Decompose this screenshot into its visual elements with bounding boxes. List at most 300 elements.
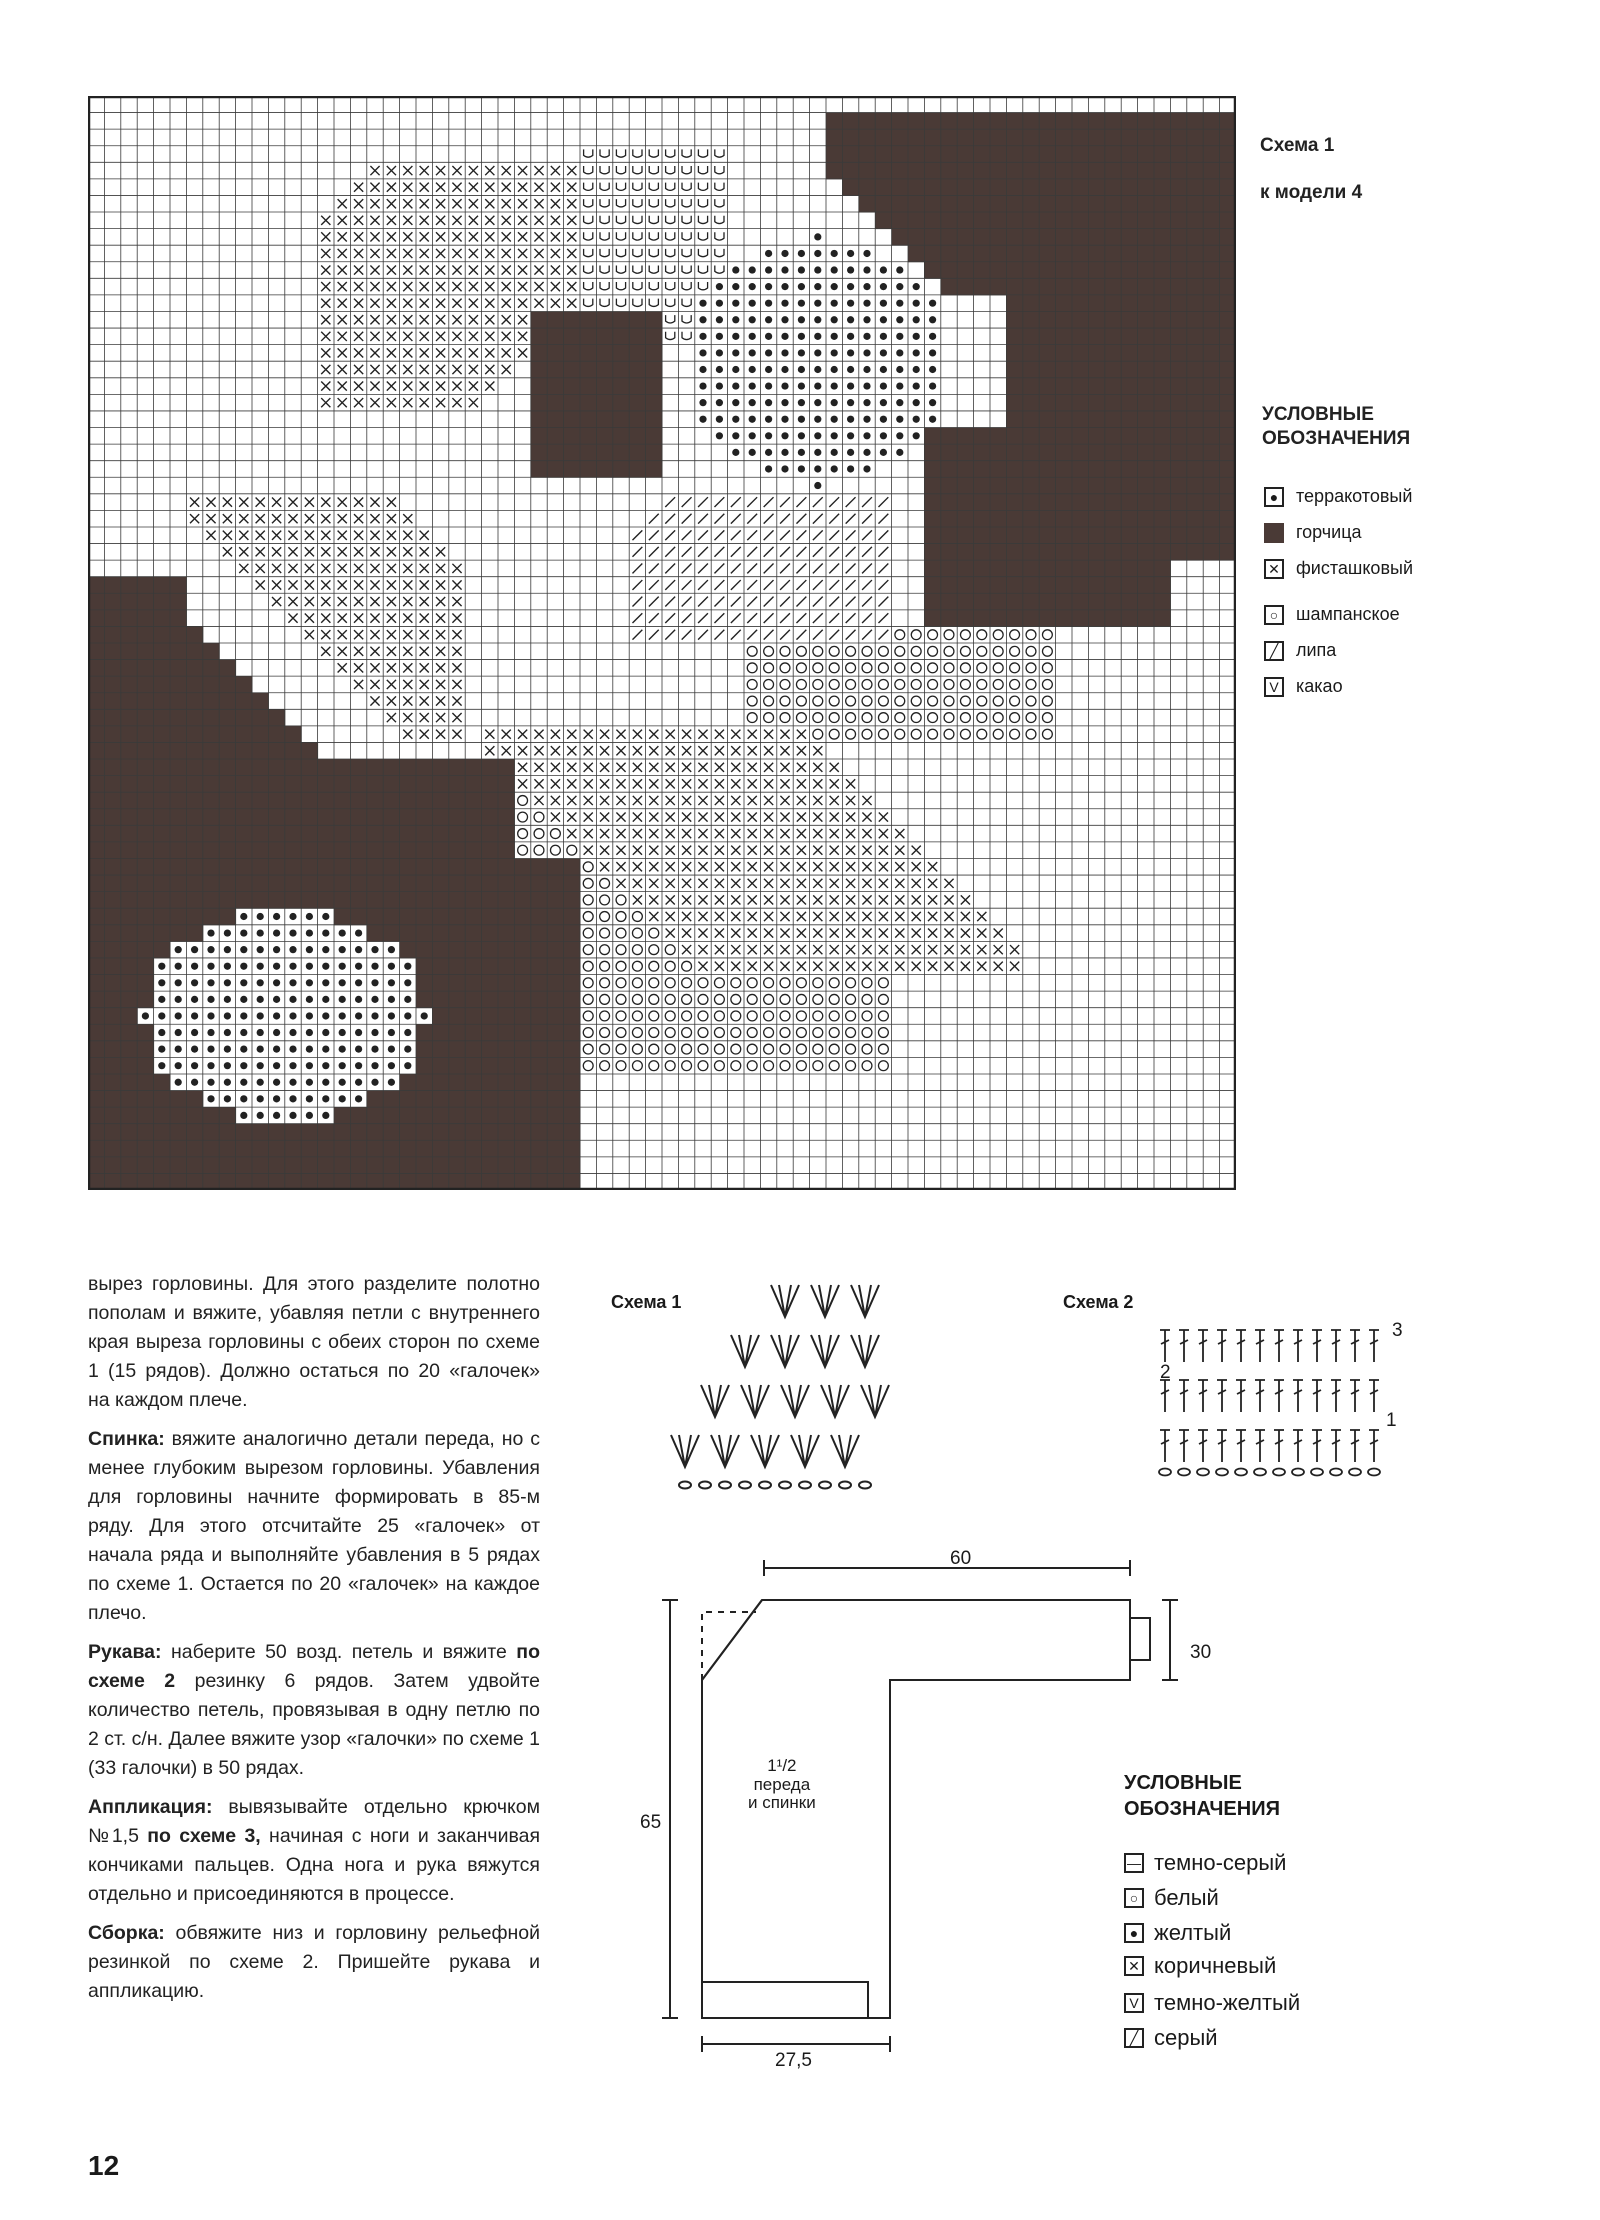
chart-cell-fill <box>186 709 203 726</box>
chart-cell-v <box>666 265 675 273</box>
chart-cell-fill <box>1006 610 1023 627</box>
paragraph-applique <box>88 1793 540 1909</box>
chart-cell-slash <box>764 597 774 607</box>
chart-cell-o <box>944 729 954 739</box>
chart-cell-dot <box>716 432 723 439</box>
chart-cell-x <box>600 812 609 821</box>
chart-cell-v <box>616 249 625 257</box>
chart-cell-o <box>813 680 823 690</box>
chart-cell-fill <box>121 610 138 627</box>
chart-cell-x <box>912 962 921 971</box>
chart-cell-x <box>748 829 757 838</box>
chart-cell-fill <box>88 1074 105 1091</box>
chart-cell-x <box>420 398 429 407</box>
chart-cell-x <box>370 398 379 407</box>
chart-cell-fill <box>301 825 318 842</box>
chart-cell-fill <box>465 1124 482 1141</box>
chart-cell-x <box>813 962 822 971</box>
chart-cell-slash <box>829 547 839 557</box>
chart-cell-fill <box>957 510 974 527</box>
chart-cell-fill <box>432 892 449 909</box>
chart-cell-x <box>715 945 724 954</box>
chart-cell-fill <box>1187 510 1204 527</box>
chart-cell-fill <box>482 1057 499 1074</box>
chart-cell-o <box>846 680 856 690</box>
chart-cell-fill <box>1072 544 1089 561</box>
chart-cell-fill <box>186 825 203 842</box>
chart-cell-o <box>878 680 888 690</box>
chart-cell-fill <box>1187 527 1204 544</box>
chart-cell-x <box>206 498 215 507</box>
chart-cell-dot <box>781 382 788 389</box>
chart-cell-fill <box>285 875 302 892</box>
chart-cell-x <box>879 945 888 954</box>
chart-cell-x <box>469 348 478 357</box>
chart-cell-fill <box>1138 610 1155 627</box>
chart-cell-fill <box>564 1107 581 1124</box>
chart-cell-slash <box>747 630 757 640</box>
chart-cell-fill <box>957 428 974 445</box>
chart-cell-fill <box>350 1173 367 1190</box>
chart-cell-fill <box>121 726 138 743</box>
chart-cell-fill <box>1105 113 1122 130</box>
chart-cell-slash <box>731 530 741 540</box>
chart-cell-dot <box>749 399 756 406</box>
chart-cell-fill <box>137 626 154 643</box>
chart-cell-x <box>370 647 379 656</box>
chart-cell-x <box>551 216 560 225</box>
chart-cell-slash <box>846 630 856 640</box>
chart-cell-slash <box>665 563 675 573</box>
chart-cell-x <box>764 962 773 971</box>
legend1-item-cocoa <box>1264 676 1343 697</box>
chart-cell-x <box>321 299 330 308</box>
dim-bottom-label: 27,5 <box>775 2050 812 2071</box>
chart-cell-fill <box>1170 428 1187 445</box>
chart-cell-o <box>829 1028 839 1038</box>
chart-cell-fill <box>170 676 187 693</box>
chart-cell-fill <box>465 892 482 909</box>
chart-cell-x <box>731 763 740 772</box>
chart-cell-x <box>436 299 445 308</box>
chart-cell-fill <box>629 411 646 428</box>
chart-cell-fill <box>1203 162 1220 179</box>
dc-stitch <box>1293 1430 1303 1462</box>
v-symbol-icon: V <box>1124 1993 1144 2013</box>
chart-cell-fill <box>170 1140 187 1157</box>
chart-cell-o <box>567 845 577 855</box>
page-number: 12 <box>88 2150 120 2181</box>
chart-cell-dot <box>404 963 411 970</box>
chart-cell-fill <box>121 892 138 909</box>
chart-cell-fill <box>924 113 941 130</box>
chart-cell-fill <box>465 1008 482 1025</box>
chart-cell-fill <box>367 858 384 875</box>
chart-cell-x <box>534 249 543 258</box>
chart-cell-fill <box>1187 212 1204 229</box>
chart-cell-fill <box>383 809 400 826</box>
chart-cell-dot <box>781 333 788 340</box>
chart-cell-dot <box>257 1079 264 1086</box>
chart-cell-fill <box>1072 129 1089 146</box>
chart-cell-fill <box>1187 378 1204 395</box>
chart-cell-fill <box>1154 510 1171 527</box>
chart-cell-slash <box>764 613 774 623</box>
chart-cell-slash <box>731 597 741 607</box>
chart-cell-dot <box>749 432 756 439</box>
chart-cell-fill <box>875 113 892 130</box>
chart-cell-fill <box>1203 494 1220 511</box>
chart-cell-fill <box>137 643 154 660</box>
chart-cell-fill <box>186 908 203 925</box>
chart-cell-dot <box>273 929 280 936</box>
chart-cell-fill <box>203 792 220 809</box>
chart-cell-slash <box>813 514 823 524</box>
chart-cell-fill <box>1170 345 1187 362</box>
chart-cell-x <box>403 680 412 689</box>
chart-cell-fill <box>318 1124 335 1141</box>
chart-cell-x <box>452 265 461 274</box>
chart-cell-o <box>780 978 790 988</box>
chart-cell-dot <box>339 1062 346 1069</box>
chart-cell-o <box>649 1011 659 1021</box>
chart-cell-o <box>1042 646 1052 656</box>
chart-cell-slash <box>698 530 708 540</box>
chart-cell-fill <box>432 1157 449 1174</box>
chart-cell-fill <box>1170 162 1187 179</box>
chart-cell-fill <box>514 858 531 875</box>
chart-cell-o <box>747 1028 757 1038</box>
chart-cell-o <box>960 696 970 706</box>
chart-cell-fill <box>449 1041 466 1058</box>
chart-cell-o <box>583 961 593 971</box>
chart-cell-fill <box>170 577 187 594</box>
chart-cell-x <box>551 265 560 274</box>
chart-cell-dot <box>371 1079 378 1086</box>
chart-cell-dot <box>781 316 788 323</box>
chart-cell-dot <box>781 300 788 307</box>
chart-cell-x <box>682 912 691 921</box>
chart-cell-x <box>338 332 347 341</box>
chart-cell-x <box>567 763 576 772</box>
chart-cell-fill <box>465 759 482 776</box>
chart-cell-fill <box>564 394 581 411</box>
chart-cell-x <box>715 846 724 855</box>
chart-cell-slash <box>846 613 856 623</box>
chart-cell-dot <box>191 979 198 986</box>
chart-cell-x <box>600 846 609 855</box>
chart-cell-fill <box>1105 428 1122 445</box>
chart-cell-x <box>584 746 593 755</box>
chart-cell-fill <box>121 958 138 975</box>
chart-cell-x <box>862 945 871 954</box>
chart-cell-fill <box>498 1041 515 1058</box>
chart-cell-dot <box>207 1029 214 1036</box>
chart-cell-x <box>420 166 429 175</box>
chart-cell-slash <box>878 497 888 507</box>
chart-cell-fill <box>301 892 318 909</box>
chart-cell-x <box>830 812 839 821</box>
legend1-label: какао <box>1296 676 1343 696</box>
chart-cell-fill <box>170 1173 187 1190</box>
chart-cell-x <box>403 531 412 540</box>
chart-cell-x <box>452 249 461 258</box>
chart-cell-v <box>649 299 658 307</box>
chart-cell-x <box>370 332 379 341</box>
chart-cell-x <box>370 216 379 225</box>
chart-cell-fill <box>400 1107 417 1124</box>
chart-cell-fill <box>104 958 121 975</box>
chart-cell-x <box>354 680 363 689</box>
chart-cell-fill <box>236 842 253 859</box>
circle-symbol-icon: ○ <box>1264 605 1284 625</box>
chart-cell-x <box>666 846 675 855</box>
chart-cell-dot <box>207 1062 214 1069</box>
chart-cell-fill <box>531 925 548 942</box>
chart-cell-v <box>698 183 707 191</box>
chart-cell-fill <box>285 742 302 759</box>
chart-cell-fill <box>1056 510 1073 527</box>
chart-cell-x <box>567 183 576 192</box>
chart-cell-fill <box>1105 560 1122 577</box>
chart-cell-fill <box>1121 278 1138 295</box>
chart-cell-fill <box>137 577 154 594</box>
chart-cell-fill <box>547 1107 564 1124</box>
chart-cell-fill <box>154 577 171 594</box>
chart-cell-o <box>550 829 560 839</box>
chart-cell-fill <box>383 925 400 942</box>
paragraph-assembly <box>88 1919 540 2006</box>
chart-cell-fill <box>1220 328 1236 345</box>
chart-cell-o <box>534 845 544 855</box>
chart-cell-fill <box>1088 577 1105 594</box>
chart-cell-x <box>452 365 461 374</box>
chart-cell-dot <box>322 1079 329 1086</box>
schema2-small-title: Схема 2 <box>1063 1292 1134 1312</box>
chart-cell-fill <box>1023 345 1040 362</box>
chart-cell-slash <box>846 514 856 524</box>
chart-cell-o <box>583 878 593 888</box>
chart-cell-slash <box>780 597 790 607</box>
chart-cell-fill <box>1072 278 1089 295</box>
chart-cell-v <box>633 249 642 257</box>
chart-cell-fill <box>1121 162 1138 179</box>
chart-cell-slash <box>649 563 659 573</box>
chart-cell-x <box>387 498 396 507</box>
chart-cell-dot <box>781 432 788 439</box>
chart-cell-x <box>649 779 658 788</box>
chart-cell-fill <box>1154 162 1171 179</box>
chart-cell-slash <box>846 530 856 540</box>
chart-cell-dot <box>224 1079 231 1086</box>
chart-cell-o <box>977 630 987 640</box>
chart-cell-x <box>830 763 839 772</box>
chart-cell-dot <box>831 266 838 273</box>
chart-cell-slash <box>632 630 642 640</box>
chart-cell-fill <box>1203 527 1220 544</box>
chart-cell-o <box>813 1011 823 1021</box>
chart-cell-fill <box>564 1057 581 1074</box>
chart-cell-x <box>682 763 691 772</box>
chart-cell-fill <box>252 759 269 776</box>
chart-cell-x <box>551 763 560 772</box>
chart-cell-x <box>338 348 347 357</box>
chart-cell-dot <box>421 1012 428 1019</box>
p3-text-b: резинку 6 рядов. Затем удвойте количество петель, провязывая в одну петлю по 2 ст. с/н. Далее вяжите узор «галочки» по схеме 1 (33 галочки) в 50 рядах. <box>88 1670 540 1779</box>
chart-cell-x <box>420 299 429 308</box>
chart-cell-x <box>502 199 511 208</box>
chart-cell-fill <box>1105 577 1122 594</box>
chart-cell-x <box>961 945 970 954</box>
chart-cell-o <box>813 978 823 988</box>
chart-cell-fill <box>1121 593 1138 610</box>
chart-cell-v <box>616 149 625 157</box>
chart-cell-fill <box>88 809 105 826</box>
chart-cell-fill <box>1056 129 1073 146</box>
chart-cell-v <box>715 232 724 240</box>
chart-cell-x <box>928 928 937 937</box>
chart-cell-x <box>387 630 396 639</box>
chart-cell-fill <box>1121 577 1138 594</box>
chart-cell-dot <box>158 996 165 1003</box>
chart-cell-fill <box>432 842 449 859</box>
chart-cell-fill <box>646 444 663 461</box>
chart-cell-x <box>518 730 527 739</box>
chart-cell-o <box>518 796 528 806</box>
chart-cell-x <box>862 862 871 871</box>
chart-cell-x <box>436 232 445 241</box>
chart-cell-fill <box>1039 593 1056 610</box>
chart-cell-x <box>469 398 478 407</box>
chart-cell-fill <box>236 676 253 693</box>
chart-cell-x <box>370 265 379 274</box>
chart-cell-o <box>829 1061 839 1071</box>
chart-cell-fill <box>1039 577 1056 594</box>
chart-cell-fill <box>1023 560 1040 577</box>
chart-cell-dot <box>913 382 920 389</box>
chart-cell-fill <box>236 742 253 759</box>
chart-cell-fill <box>1088 527 1105 544</box>
chart-cell-dot <box>388 1079 395 1086</box>
chart-cell-fill <box>1187 179 1204 196</box>
chart-cell-x <box>370 597 379 606</box>
chart-cell-fill <box>1187 278 1204 295</box>
chart-cell-fill <box>301 792 318 809</box>
chart-cell-o <box>960 729 970 739</box>
chart-cell-fill <box>564 428 581 445</box>
chart-cell-fill <box>252 858 269 875</box>
chart-cell-fill <box>301 858 318 875</box>
chart-cell-x <box>452 348 461 357</box>
chart-cell-o <box>895 696 905 706</box>
chart-cell-dot <box>732 399 739 406</box>
chart-cell-dot <box>257 1062 264 1069</box>
chart-cell-o <box>1042 663 1052 673</box>
chart-cell-dot <box>929 416 936 423</box>
chart-cell-dot <box>929 399 936 406</box>
chart-cell-fill <box>941 610 958 627</box>
chart-cell-slash <box>878 547 888 557</box>
chart-cell-o <box>632 1044 642 1054</box>
chart-cell-fill <box>104 908 121 925</box>
chart-cell-x <box>239 514 248 523</box>
chart-cell-fill <box>974 229 991 246</box>
chart-cell-dot <box>289 979 296 986</box>
chart-cell-o <box>600 895 610 905</box>
chart-cell-x <box>321 564 330 573</box>
chart-cell-dot <box>880 349 887 356</box>
chart-cell-slash <box>698 563 708 573</box>
chart-cell-fill <box>432 875 449 892</box>
chart-cell-x <box>420 332 429 341</box>
chart-cell-fill <box>613 428 630 445</box>
chart-cell-fill <box>350 858 367 875</box>
chart-cell-fill <box>1039 394 1056 411</box>
chart-cell-x <box>420 730 429 739</box>
chart-cell-dot <box>158 1045 165 1052</box>
chart-cell-x <box>370 282 379 291</box>
chart-cell-fill <box>908 179 925 196</box>
chart-cell-fill <box>531 378 548 395</box>
chart-cell-x <box>420 630 429 639</box>
chart-cell-x <box>764 846 773 855</box>
chart-cell-slash <box>632 563 642 573</box>
chart-cell-dot <box>224 963 231 970</box>
chart-cell-fill <box>924 461 941 478</box>
chart-cell-fill <box>104 825 121 842</box>
chart-cell-v <box>616 282 625 290</box>
chart-cell-fill <box>432 1074 449 1091</box>
chart-cell-x <box>387 514 396 523</box>
chart-cell-fill <box>547 1157 564 1174</box>
chart-cell-fill <box>104 1024 121 1041</box>
chart-cell-v <box>682 282 691 290</box>
legend1-label: фисташковый <box>1296 558 1413 578</box>
chart-cell-dot <box>847 316 854 323</box>
chart-cell-dot <box>913 333 920 340</box>
chart-cell-x <box>338 216 347 225</box>
chart-cell-v <box>715 183 724 191</box>
chart-cell-fill <box>1138 328 1155 345</box>
chart-cell-fill <box>367 875 384 892</box>
chart-cell-dot <box>273 1062 280 1069</box>
chart-cell-fill <box>1138 494 1155 511</box>
chart-cell-x <box>452 299 461 308</box>
chart-cell-dot <box>896 382 903 389</box>
chart-cell-fill <box>1170 510 1187 527</box>
chart-cell-fill <box>285 809 302 826</box>
chart-cell-x <box>518 315 527 324</box>
chart-cell-x <box>436 580 445 589</box>
chain-stitch <box>1235 1469 1247 1476</box>
chart-cell-fill <box>137 858 154 875</box>
chart-cell-fill <box>1056 195 1073 212</box>
chart-cell-fill <box>498 1024 515 1041</box>
chart-cell-fill <box>1138 146 1155 163</box>
legend2-title: УСЛОВНЫЕ ОБОЗНАЧЕНИЯ <box>1124 1772 1280 1820</box>
chart-cell-fill <box>1138 544 1155 561</box>
chart-cell-fill <box>1088 113 1105 130</box>
chart-cell-x <box>764 945 773 954</box>
chart-cell-fill <box>1220 494 1236 511</box>
chart-cell-x <box>469 199 478 208</box>
chart-cell-x <box>338 299 347 308</box>
chart-cell-slash <box>846 547 856 557</box>
chart-cell-o <box>977 696 987 706</box>
chart-cell-fill <box>1105 361 1122 378</box>
chart-cell-x <box>600 779 609 788</box>
chart-cell-fill <box>924 560 941 577</box>
